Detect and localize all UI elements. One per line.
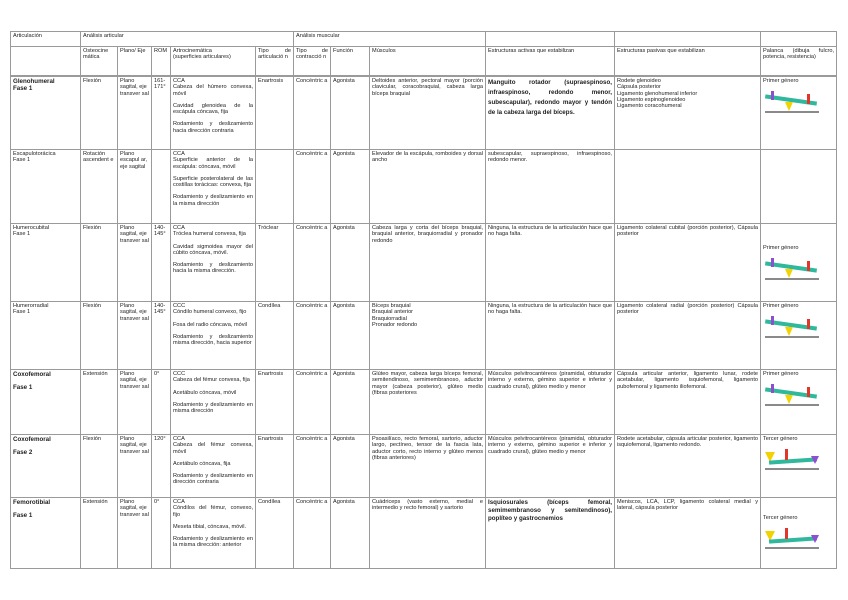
cell-artrocinematica <box>171 498 256 569</box>
cell-artrocinematica <box>171 435 256 498</box>
lever-base <box>765 278 819 280</box>
header-empty-activas <box>486 32 615 47</box>
cell-rom: 0° <box>152 498 171 569</box>
cell-funcion: Agonista <box>331 77 370 150</box>
cell-tipo-contraccion: Concéntric a <box>294 370 331 435</box>
cell-articulacion <box>11 77 81 150</box>
artro-line: CCA <box>173 151 185 157</box>
joint-name: Coxofemoral <box>13 436 51 443</box>
lever-base <box>765 336 819 338</box>
cell-pasivas <box>615 302 761 370</box>
effort-arrow <box>807 94 810 104</box>
artro-line: Cabeza del fémur convexa, móvil <box>173 442 253 455</box>
joint-name: Escapulotorácica <box>13 151 56 157</box>
cell-articulacion <box>11 302 81 370</box>
artro-line: Rodamiento y deslizamiento hacia dirección contraria <box>173 121 253 134</box>
artro-line: Rodamiento y deslizamiento hacia la misma dirección. <box>173 262 253 275</box>
artro-line: Tróclea humeral convexa, fija <box>173 231 246 238</box>
joint-phase: Fase 1 <box>13 512 33 519</box>
fulcrum-shape <box>785 102 793 111</box>
effort-arrow <box>785 528 788 539</box>
cell-osteocinematica: Rotación ascendent e <box>81 150 118 224</box>
third-class-lever-icon <box>763 446 821 474</box>
joint-phase: Fase 1 <box>13 157 31 164</box>
cell-palanca <box>761 435 837 498</box>
analysis-table-body <box>10 76 837 569</box>
header-row-columns <box>11 47 837 76</box>
lever-beam <box>769 458 817 465</box>
cell-tipo-articulacion: Condílea <box>256 302 294 370</box>
header-empty-palanca <box>761 32 837 47</box>
joint-phase: Fase 1 <box>13 309 31 316</box>
cell-artrocinematica <box>171 150 256 224</box>
fulcrum-shape <box>785 269 793 278</box>
joint-name: Femorotibial <box>13 499 51 506</box>
analysis-table-page <box>10 31 836 569</box>
cell-musculos <box>370 150 486 224</box>
lever-beam <box>769 537 817 544</box>
header-empty-pasivas <box>615 32 761 47</box>
lever-base <box>765 547 819 549</box>
artro-line: CCC <box>173 371 186 377</box>
lever-type-label: Primer género <box>763 245 799 251</box>
cell-rom: 120° <box>152 435 171 498</box>
cell-palanca <box>761 370 837 435</box>
effort-arrow <box>807 261 810 271</box>
cell-palanca <box>761 224 837 302</box>
header-rom: ROM <box>152 47 171 76</box>
cell-musculos <box>370 435 486 498</box>
cell-palanca <box>761 498 837 569</box>
cell-plano-eje: Plano sagital, eje transver sal <box>118 498 152 569</box>
first-class-lever-icon <box>763 88 821 116</box>
cell-activas: Manguito rotador (supraespinoso, infraespinoso, redondo menor, subescapular), redondo mayor y tendón de la cabeza larga del bíceps. <box>486 77 615 150</box>
load-arrow <box>771 91 774 100</box>
artro-line: Cavidad glenoidea de la escápula cóncava, fija <box>173 102 253 116</box>
muscles-text: Glúteo mayor, cabeza larga bíceps femoral, semitendinoso, semimembranoso, aductor mayor (cabeza posterior), glúteo medio (fibras posteriores <box>372 371 483 396</box>
lever-drawing <box>763 381 834 411</box>
artro-line: Cóndilo humeral convexo, fijo <box>173 309 247 316</box>
artro-line: Fosa del radio cóncava, móvil <box>173 321 247 328</box>
cell-tipo-articulacion: Tróclear <box>256 224 294 302</box>
cell-articulacion <box>11 150 81 224</box>
cell-artrocinematica <box>171 302 256 370</box>
passive-item: Cápsula articular anterior, ligamento lunar, rodete acetabular, ligamento isquiofemoral, ligamento pubofemoral y ligamento iliofemoral. <box>617 371 758 390</box>
cell-activas: Músculos pelvitrocantéreos (piramidal, obturador interno y externo, gémino superior e inferior y cuadrado crural), glúteo medio y menor <box>486 435 615 498</box>
lever-drawing <box>763 255 834 285</box>
cell-tipo-contraccion: Concéntric a <box>294 150 331 224</box>
table-row <box>11 150 837 224</box>
cell-activas: subescapular, supraespinoso, infraespinoso, redondo menor. <box>486 150 615 224</box>
cell-funcion: Agonista <box>331 150 370 224</box>
joint-name: Humerocubital <box>13 225 50 231</box>
cell-pasivas <box>615 77 761 150</box>
artro-line: CCC <box>173 303 186 309</box>
cell-rom: 140-145° <box>152 302 171 370</box>
cell-pasivas <box>615 498 761 569</box>
cell-osteocinematica: Extensión <box>81 370 118 435</box>
cell-plano-eje: Plano sagital, eje transver sal <box>118 370 152 435</box>
artro-line: CCA <box>173 499 185 505</box>
header-osteocinematica: Osteocine mática <box>81 47 118 76</box>
lever-type-label: Tercer género <box>763 436 798 442</box>
load-arrow <box>771 258 774 267</box>
cell-osteocinematica: Flexión <box>81 77 118 150</box>
cell-rom: 161-171° <box>152 77 171 150</box>
cell-funcion: Agonista <box>331 498 370 569</box>
cell-artrocinematica <box>171 77 256 150</box>
joint-name: Glenohumeral <box>13 78 55 85</box>
artro-line: CCA <box>173 225 185 231</box>
muscles-text: Cabeza larga y corta del bíceps braquial, braquial anterior, braquiorradial y pronador redondo <box>372 225 483 244</box>
header-row-group <box>11 32 837 47</box>
cell-plano-eje: Plano sagital, eje transver sal <box>118 77 152 150</box>
cell-musculos <box>370 224 486 302</box>
lever-type-label: Primer género <box>763 371 799 377</box>
cell-articulacion <box>11 224 81 302</box>
joint-phase: Fase 1 <box>13 85 33 92</box>
header-artrocinematica <box>171 47 256 76</box>
cell-osteocinematica: Extensión <box>81 498 118 569</box>
passive-item: Rodete acetabular, cápsula articular posterior, ligamento isquiofemoral, ligamento redondo. <box>617 436 758 449</box>
passive-item: Ligamento espinoglenoideo <box>617 96 686 103</box>
header-plano-eje: Plano/ Eje <box>118 47 152 76</box>
table-row <box>11 77 837 150</box>
lever-drawing <box>763 313 834 343</box>
header-musculos: Músculos <box>370 47 486 76</box>
passive-item: Ligamento glenohumeral inferior <box>617 90 698 97</box>
muscles-text: Deltoides anterior, pectoral mayor (porción clavicular, coracobraquial, cabeza larga bíceps braquial <box>372 78 483 97</box>
header-artro-sub: (superficies articulares) <box>173 54 231 61</box>
table-rows <box>11 77 837 569</box>
table-row <box>11 498 837 569</box>
cell-articulacion <box>11 370 81 435</box>
cell-tipo-articulacion: Condílea <box>256 498 294 569</box>
cell-pasivas <box>615 150 761 224</box>
muscles-text: Psoasilíaco, recto femoral, sartorio, aductor largo, pectíneo, tensor de la fascia lata, aductor corto, recto interno y glúteo menos (fibras anteriores) <box>372 436 483 461</box>
cell-palanca <box>761 302 837 370</box>
effort-arrow <box>807 319 810 329</box>
fulcrum-shape <box>785 327 793 336</box>
cell-rom: 0° <box>152 370 171 435</box>
passive-item: Ligamento colateral radial (porción posterior) Cápsula posterior <box>617 303 758 316</box>
lever-base <box>765 111 819 113</box>
artro-line: Cabeza del húmero convexa, móvil <box>173 84 253 97</box>
effort-arrow <box>785 449 788 460</box>
header-empty <box>11 47 81 76</box>
passive-item: Ligamento colateral cubital (porción posterior), Cápsula posterior <box>617 225 758 238</box>
load-arrow <box>771 316 774 325</box>
first-class-lever-icon <box>763 313 821 341</box>
cell-activas: Ninguna, la estructura de la articulación hace que no haga falta. <box>486 224 615 302</box>
cell-activas: Músculos pelvitrocantéreos (piramidal, obturador interno y externo, gémino superior e inferior y cuadrado crural), glúteo medio y menor <box>486 370 615 435</box>
artro-line: Meseta tibial, cóncava, móvil. <box>173 523 247 530</box>
first-class-lever-icon <box>763 381 821 409</box>
cell-musculos <box>370 302 486 370</box>
cell-tipo-articulacion: Enartrosis <box>256 435 294 498</box>
cell-musculos <box>370 498 486 569</box>
cell-tipo-articulacion: Enartrosis <box>256 370 294 435</box>
artro-line: Superficie posterolateral de las costillas torácicas: convexa, fija <box>173 175 253 189</box>
fulcrum-shape <box>785 395 793 404</box>
lever-type-label: Primer género <box>763 78 799 84</box>
cell-articulacion <box>11 435 81 498</box>
artro-line: Cabeza del fémur convexa, fija <box>173 377 250 384</box>
artro-line: Acetábulo cóncava, fija <box>173 460 231 467</box>
artro-line: Rodamiento y deslizamiento en la misma dirección <box>173 194 253 207</box>
table-row <box>11 370 837 435</box>
cell-artrocinematica <box>171 224 256 302</box>
cell-plano-eje: Plano escapul ar, eje sagital <box>118 150 152 224</box>
passive-item: Rodete glenoideo <box>617 78 661 84</box>
artro-line: Cavidad sigmoidea mayor del cúbito cóncava, móvil. <box>173 243 253 256</box>
cell-plano-eje: Plano sagital, eje transver sal <box>118 302 152 370</box>
cell-musculos <box>370 77 486 150</box>
joint-phase: Fase 2 <box>13 449 33 456</box>
first-class-lever-icon <box>763 255 821 283</box>
cell-palanca <box>761 150 837 224</box>
cell-plano-eje: Plano sagital, eje transver sal <box>118 224 152 302</box>
lever-type-label: Primer género <box>763 303 799 309</box>
header-analisis-articular: Análisis articular <box>81 32 294 47</box>
joint-phase: Fase 1 <box>13 231 31 238</box>
header-pasivas: Estructuras pasivas que estabilizan <box>615 47 761 76</box>
artro-line: Cóndilos del fémur, convexo, fijo <box>173 505 253 518</box>
artro-line: CCA <box>173 436 185 442</box>
artro-line: Rodamiento y deslizamiento en dirección contraria <box>173 473 253 486</box>
cell-osteocinematica: Flexión <box>81 435 118 498</box>
load-arrow <box>771 384 774 393</box>
cell-musculos <box>370 370 486 435</box>
lever-drawing <box>763 525 834 555</box>
lever-drawing <box>763 446 834 476</box>
analysis-table <box>10 31 837 76</box>
cell-rom <box>152 150 171 224</box>
lever-base <box>765 468 819 470</box>
table-row <box>11 224 837 302</box>
header-artro-title: Artrocinemática <box>173 48 212 54</box>
cell-pasivas <box>615 224 761 302</box>
cell-palanca <box>761 77 837 150</box>
header-tipo-articulacion: Tipo de articulació n <box>256 47 294 76</box>
cell-tipo-contraccion: Concéntric a <box>294 498 331 569</box>
artro-line: Superficie anterior de la escápula: cóncava, móvil <box>173 157 253 170</box>
third-class-lever-icon <box>763 525 821 553</box>
header-activas: Estructuras activas que estabilizan <box>486 47 615 76</box>
cell-pasivas <box>615 370 761 435</box>
cell-rom: 140-145° <box>152 224 171 302</box>
joint-name: Humerorradial <box>13 303 49 309</box>
muscles-text: Elevador de la escápula, romboides y dorsal ancho <box>372 151 483 164</box>
header-palanca: Palanca (dibuja fulcro, potencia, resistencia) <box>761 47 837 76</box>
header-tipo-contraccion: Tipo de contracció n <box>294 47 331 76</box>
cell-funcion: Agonista <box>331 370 370 435</box>
cell-pasivas <box>615 435 761 498</box>
muscles-text: Bíceps braquial Braquial anterior Braquiorradial Pronador redondo <box>372 303 418 328</box>
cell-tipo-contraccion: Concéntric a <box>294 302 331 370</box>
cell-tipo-articulacion: Enartrosis <box>256 77 294 150</box>
joint-phase: Fase 1 <box>13 384 33 391</box>
lever-base <box>765 404 819 406</box>
header-articulacion: Articulación <box>11 32 81 47</box>
header-analisis-muscular: Análisis muscular <box>294 32 486 47</box>
cell-articulacion <box>11 498 81 569</box>
cell-funcion: Agonista <box>331 224 370 302</box>
muscles-text: Cuádriceps (vasto externo, medial e intermedio y recto femoral) y sartorio <box>372 499 483 512</box>
cell-osteocinematica: Flexión <box>81 224 118 302</box>
artro-line: Rodamiento y deslizamiento en la misma dirección: anterior <box>173 536 253 549</box>
cell-funcion: Agonista <box>331 435 370 498</box>
passive-item: Ligamento coracohumeral <box>617 103 682 110</box>
cell-tipo-contraccion: Concéntric a <box>294 224 331 302</box>
cell-funcion: Agonista <box>331 302 370 370</box>
lever-type-label: Tercer género <box>763 515 798 521</box>
artro-line: Acetábulo cóncava, móvil <box>173 389 237 396</box>
cell-osteocinematica: Flexión <box>81 302 118 370</box>
cell-tipo-articulacion <box>256 150 294 224</box>
passive-item: Meniscos, LCA, LCP, ligamento colateral medial y lateral, cápsula posterior <box>617 499 758 512</box>
header-funcion: Función <box>331 47 370 76</box>
cell-tipo-contraccion: Concéntric a <box>294 435 331 498</box>
effort-arrow <box>807 387 810 397</box>
cell-activas: Isquiosurales (bíceps femoral, semimembranoso y semitendinoso), poplíteo y gastrocnemios <box>486 498 615 569</box>
cell-activas: Ninguna, la estructura de la articulación hace que no haga falta. <box>486 302 615 370</box>
artro-line: CCA <box>173 78 185 84</box>
table-row <box>11 302 837 370</box>
artro-line: Rodamiento y deslizamiento misma dirección, hacia superior <box>173 333 253 347</box>
table-row <box>11 435 837 498</box>
cell-tipo-contraccion: Concéntric a <box>294 77 331 150</box>
joint-name: Coxofemoral <box>13 371 51 378</box>
lever-drawing <box>763 88 834 118</box>
cell-plano-eje: Plano sagital, eje transver sal <box>118 435 152 498</box>
cell-artrocinematica <box>171 370 256 435</box>
artro-line: Rodamiento y deslizamiento en misma dirección <box>173 401 253 415</box>
passive-item: Cápsula posterior <box>617 84 661 91</box>
